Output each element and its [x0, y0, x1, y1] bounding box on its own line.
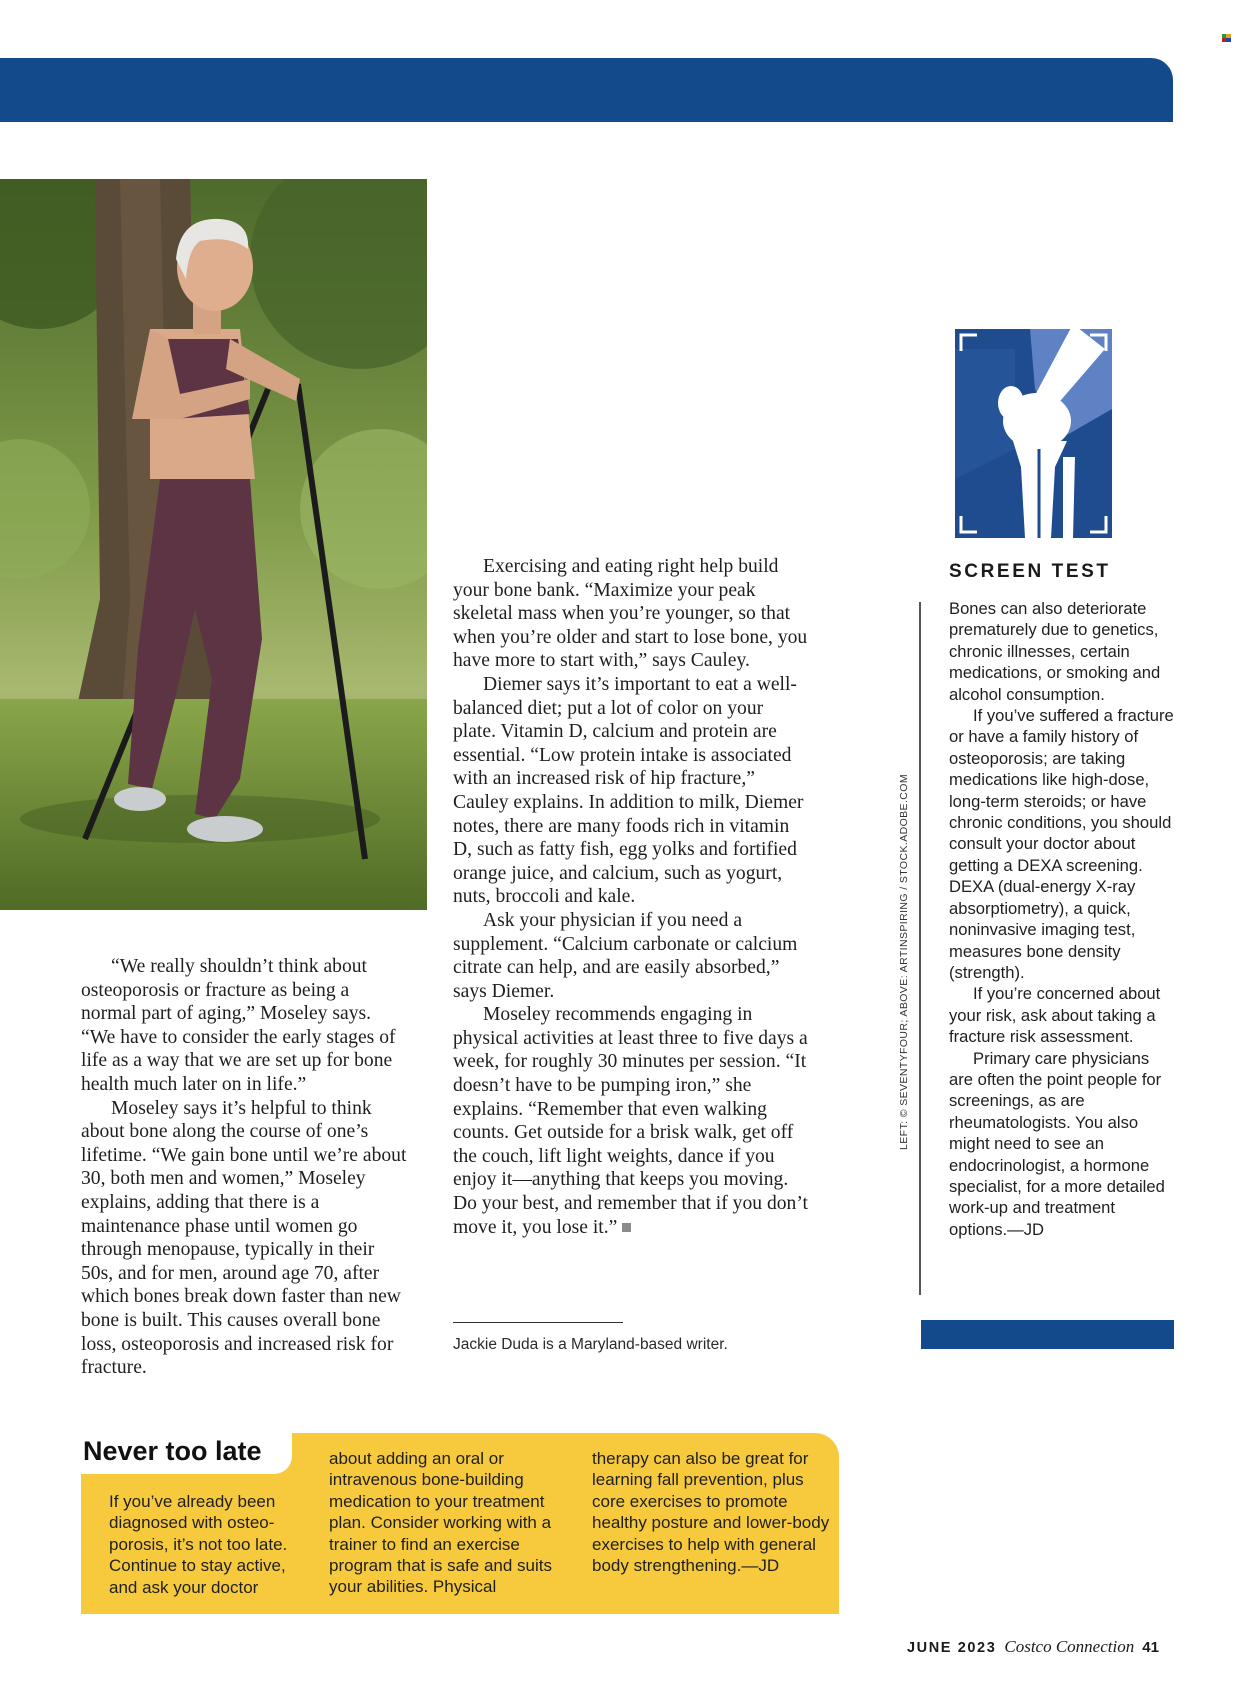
woman-walking-photo — [0, 179, 427, 910]
body-paragraph: Exercising and eating right help build your bone bank. “Maximize your peak skeletal mass when you’re younger, so that when you’re older and start to lose bone, you have more to start with,” says Cauley. — [453, 556, 808, 672]
bio-divider — [453, 1322, 623, 1323]
sidebar-footer-bar — [921, 1320, 1174, 1349]
credit-divider — [919, 602, 921, 1295]
sidebar-paragraph: If you’ve suffered a fracture or have a family history of osteoporosis; are taking medications like high-dose, long-term steroids; or have chronic conditions, you should consult your doctor about getting a DEXA screening. DEXA (dual-energy X-ray absorptiometry), a quick, noninvasive imaging test, measures bone density (strength). — [949, 706, 1174, 982]
knee-xray-icon — [955, 329, 1112, 538]
callout-column-1: If you’ve already been diagnosed with osteoporosis, it’s not too late. Continue to stay active, and ask your doctor — [109, 1492, 288, 1597]
page-number: 41 — [1142, 1639, 1159, 1656]
photo-credit-text: LEFT: © SEVENTYFOUR; ABOVE: ARTINSPIRING / STOCK.ADOBE.COM — [898, 774, 910, 1150]
body-paragraph-last — [453, 1003, 811, 1239]
registration-mark-icon — [1222, 34, 1231, 42]
middle-column-text — [453, 555, 811, 1239]
author-bio: Jackie Duda is a Maryland-based writer. — [453, 1336, 728, 1353]
callout-title: Never too late — [83, 1436, 262, 1466]
sidebar-paragraph: If you’re concerned about your risk, ask about taking a fracture risk assessment. — [949, 984, 1161, 1047]
sidebar-title: SCREEN TEST — [949, 561, 1111, 582]
body-paragraph-text: Moseley recommends engaging in physical activities at least three to five days a week, for roughly 30 minutes per session. “It doesn’t have to be pumping iron,” she explains. “Remember that even walking counts. Get outside for a brisk walk, get off the couch, lift light weights, dance if you enjoy it—anything that keeps you moving. Do your best, and remember that if you don’t move it, you lose it.” — [453, 1004, 808, 1238]
page-footer — [907, 1637, 1159, 1657]
left-column-text — [81, 955, 407, 1380]
end-mark-icon — [622, 1223, 631, 1232]
header-banner — [0, 58, 1173, 122]
callout-column-3: therapy can also be great for learning fall prevention, plus core exercises to promote healthy posture and lower-body exercises to help with general body strengthening.—JD — [592, 1449, 830, 1576]
body-paragraph: “We really shouldn’t think about osteoporosis or fracture as being a normal part of aging,” Moseley says. “We have to consider the early stages of life as a way that we are set up for bone health much later on in life.” — [81, 956, 396, 1095]
body-paragraph: Ask your physician if you need a supplement. “Calcium carbonate or calcium citrate can help, and are easily absorbed,” says Diemer. — [453, 909, 798, 1002]
issue-date: JUNE 2023 — [907, 1640, 997, 1656]
body-paragraph: Moseley says it’s helpful to think about bone along the course of one’s lifetime. “We gain bone until we’re about 30, both men and women,” Moseley explains, adding that there is a maintenance phase until women go through menopause, typically in their 50s, and for men, around age 70, after which bones break down faster than new bone is built. This causes overall bone loss, osteoporosis and increased risk for fracture. — [81, 1097, 407, 1379]
sidebar-paragraph: Bones can also deteriorate prematurely due to genetics, chronic illnesses, certain medications, or smoking and alcohol consumption. — [949, 599, 1161, 704]
callout-column-2: about adding an oral or intravenous bone-building medication to your treatment plan. Consider working with a trainer to find an exercise program that is safe and suits your abilities. Physical — [329, 1449, 553, 1597]
magazine-name: Costco Connection — [1004, 1637, 1135, 1656]
body-paragraph: Diemer says it’s important to eat a well-balanced diet; put a lot of color on your plate. Vitamin D, calcium and protein are essential. “Low protein intake is associated with an increased risk of hip fracture,” Cauley explains. In addition to milk, Diemer notes, there are many foods rich in vitamin D, such as fatty fish, egg yolks and fortified orange juice, and calcium, such as yogurt, nuts, broccoli and kale. — [453, 673, 804, 908]
sidebar-paragraph: Primary care physicians are often the point people for screenings, as are rheumatologists. You also might need to see an endocrinologist, a hormone specialist, for a more detailed work-up and treatment options.—JD — [949, 1048, 1165, 1239]
sidebar-text — [949, 598, 1177, 1240]
